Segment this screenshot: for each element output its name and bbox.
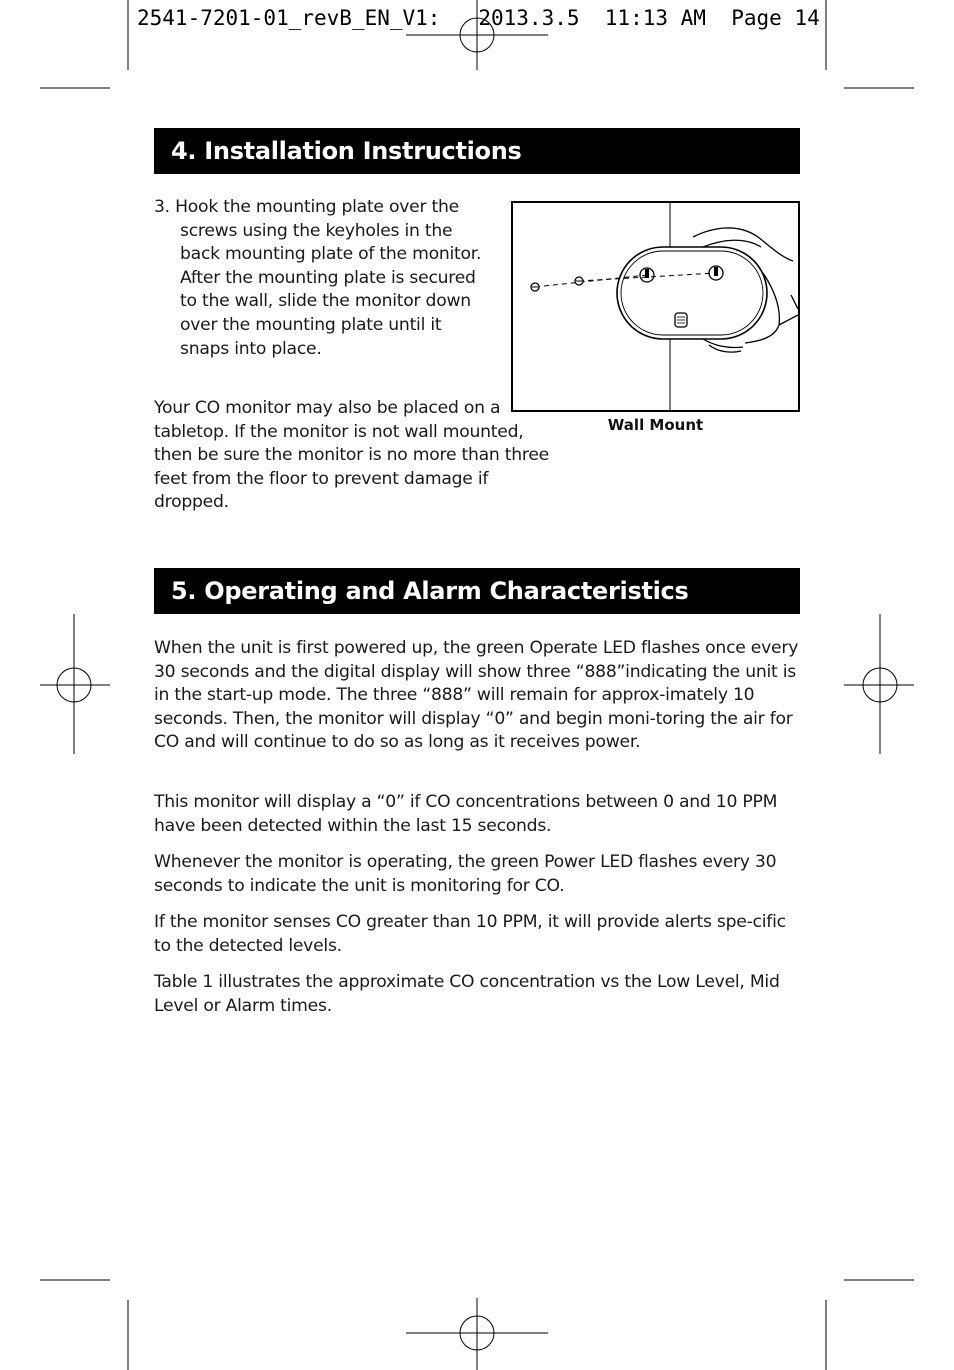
wall-mount-figure [511, 201, 800, 412]
paragraph-zero-display: This monitor will display a “0” if CO concentrations between 0 and 10 PPM have been detected within the last 15 seconds. [154, 792, 778, 836]
paragraph-alerts: If the monitor senses CO greater than 10 PPM, it will provide alerts spe-cific to the detected levels. [154, 912, 786, 956]
step-3-text: 3. Hook the mounting plate over the screws using the keyholes in the back mounting plate of the monitor. After the mounting plate is secured to the wall, slide the monitor down over the mounting plate until it snaps into place. [154, 197, 482, 359]
paragraph-startup: When the unit is first powered up, the green Operate LED flashes once every 30 seconds and the digital display will show three “888”indicating the unit is in the start-up mode. The three “888” will remain for approx-imately 10 seconds. Then, the monitor will display “0” and begin moni-toring the air for CO and will continue to do so as long as it receives power. [154, 638, 799, 753]
paragraph-table-ref: Table 1 illustrates the approximate CO concentration vs the Low Level, Mid Level or Alarm times. [154, 972, 780, 1016]
section-4-heading: 4. Installation Instructions [154, 128, 800, 174]
figure-caption: Wall Mount [607, 416, 704, 434]
section-5-heading: 5. Operating and Alarm Characteristics [154, 568, 800, 614]
wall-mount-illustration [513, 203, 798, 410]
paragraph-power-led: Whenever the monitor is operating, the green Power LED flashes every 30 seconds to indicate the unit is monitoring for CO. [154, 852, 777, 896]
print-slug: 2541-7201-01_revB_EN_V1: 2013.3.5 11:13 AM Page 14 [137, 6, 820, 30]
tabletop-note: Your CO monitor may also be placed on a tabletop. If the monitor is not wall mounted, then be sure the monitor is no more than three feet from the floor to prevent damage if dropped. [154, 398, 550, 513]
